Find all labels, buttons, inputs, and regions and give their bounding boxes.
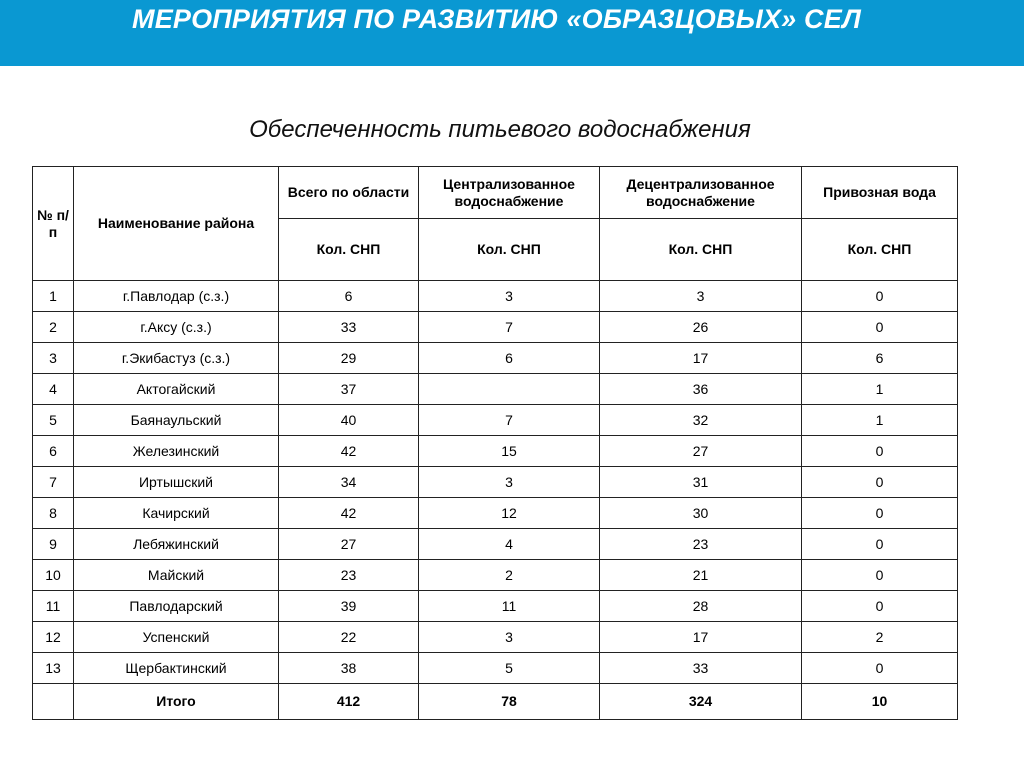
row-decentralized: 26	[600, 312, 802, 343]
table-row	[33, 498, 958, 529]
row-delivered: 0	[802, 467, 958, 498]
row-num: 2	[33, 312, 74, 343]
row-centralized: 15	[419, 436, 600, 467]
row-delivered: 0	[802, 281, 958, 312]
row-num: 6	[33, 436, 74, 467]
row-delivered: 0	[802, 591, 958, 622]
row-district: Качирский	[74, 498, 279, 529]
row-delivered: 1	[802, 405, 958, 436]
table-subtitle: Обеспеченность питьевого водоснабжения	[249, 116, 751, 143]
row-decentralized: 31	[600, 467, 802, 498]
row-centralized: 11	[419, 591, 600, 622]
header-decentralized: Децентрализованное водоснабжение	[600, 167, 802, 219]
table-row	[33, 374, 958, 405]
row-total: 39	[279, 591, 419, 622]
table-row	[33, 281, 958, 312]
row-decentralized: 17	[600, 343, 802, 374]
row-num: 9	[33, 529, 74, 560]
table-row	[33, 560, 958, 591]
header-delivered: Привозная вода	[802, 167, 958, 219]
row-total: 40	[279, 405, 419, 436]
header-unit: Кол. СНП	[419, 219, 600, 281]
row-delivered: 0	[802, 529, 958, 560]
table-row	[33, 529, 958, 560]
table-row	[33, 467, 958, 498]
row-decentralized: 32	[600, 405, 802, 436]
row-district: Баянаульский	[74, 405, 279, 436]
row-delivered: 0	[802, 498, 958, 529]
table-row	[33, 343, 958, 374]
row-centralized: 3	[419, 281, 600, 312]
table-row	[33, 653, 958, 684]
row-delivered: 2	[802, 622, 958, 653]
row-centralized: 7	[419, 405, 600, 436]
header-total: Всего по области	[279, 167, 419, 219]
row-total: 23	[279, 560, 419, 591]
table-row	[33, 405, 958, 436]
water-supply-table	[32, 166, 958, 720]
page-title: МЕРОПРИЯТИЯ ПО РАЗВИТИЮ «ОБРАЗЦОВЫХ» СЕЛ	[132, 4, 862, 34]
row-decentralized: 3	[600, 281, 802, 312]
row-num: 10	[33, 560, 74, 591]
header-num: № п/п	[33, 167, 74, 281]
row-centralized: 7	[419, 312, 600, 343]
row-district: Щербактинский	[74, 653, 279, 684]
row-centralized: 3	[419, 467, 600, 498]
row-district: Актогайский	[74, 374, 279, 405]
row-decentralized: 23	[600, 529, 802, 560]
row-total: 33	[279, 312, 419, 343]
row-centralized	[419, 374, 600, 405]
header-banner	[0, 0, 1024, 66]
row-centralized: 12	[419, 498, 600, 529]
table-row	[33, 312, 958, 343]
row-num: 1	[33, 281, 74, 312]
totals-district: Итого	[74, 684, 279, 720]
row-district: Павлодарский	[74, 591, 279, 622]
row-district: Успенский	[74, 622, 279, 653]
row-district: г.Павлодар (с.з.)	[74, 281, 279, 312]
row-centralized: 5	[419, 653, 600, 684]
row-delivered: 0	[802, 560, 958, 591]
header-unit: Кол. СНП	[279, 219, 419, 281]
header-unit: Кол. СНП	[600, 219, 802, 281]
totals-centralized: 78	[419, 684, 600, 720]
header-district-name: Наименование района	[74, 167, 279, 281]
row-num: 13	[33, 653, 74, 684]
row-decentralized: 30	[600, 498, 802, 529]
row-num: 4	[33, 374, 74, 405]
row-centralized: 2	[419, 560, 600, 591]
row-centralized: 4	[419, 529, 600, 560]
row-total: 6	[279, 281, 419, 312]
totals-row	[33, 684, 958, 720]
row-num: 12	[33, 622, 74, 653]
row-district: Железинский	[74, 436, 279, 467]
row-centralized: 6	[419, 343, 600, 374]
table-row	[33, 591, 958, 622]
row-district: Лебяжинский	[74, 529, 279, 560]
row-delivered: 0	[802, 653, 958, 684]
row-num: 7	[33, 467, 74, 498]
row-total: 27	[279, 529, 419, 560]
row-total: 42	[279, 498, 419, 529]
row-district: г.Экибастуз (с.з.)	[74, 343, 279, 374]
header-centralized: Централизованное водоснабжение	[419, 167, 600, 219]
table-body	[33, 281, 958, 720]
row-decentralized: 36	[600, 374, 802, 405]
row-total: 34	[279, 467, 419, 498]
row-delivered: 0	[802, 436, 958, 467]
row-district: Иртышский	[74, 467, 279, 498]
row-delivered: 6	[802, 343, 958, 374]
row-num: 8	[33, 498, 74, 529]
row-decentralized: 27	[600, 436, 802, 467]
totals-decentralized: 324	[600, 684, 802, 720]
row-district: Майский	[74, 560, 279, 591]
row-total: 38	[279, 653, 419, 684]
row-total: 42	[279, 436, 419, 467]
row-decentralized: 17	[600, 622, 802, 653]
row-total: 29	[279, 343, 419, 374]
totals-delivered: 10	[802, 684, 958, 720]
row-delivered: 1	[802, 374, 958, 405]
row-decentralized: 33	[600, 653, 802, 684]
row-decentralized: 21	[600, 560, 802, 591]
row-num: 5	[33, 405, 74, 436]
table-row	[33, 622, 958, 653]
row-centralized: 3	[419, 622, 600, 653]
header-unit: Кол. СНП	[802, 219, 958, 281]
row-delivered: 0	[802, 312, 958, 343]
row-total: 37	[279, 374, 419, 405]
row-total: 22	[279, 622, 419, 653]
table-row	[33, 436, 958, 467]
row-num: 3	[33, 343, 74, 374]
row-num: 11	[33, 591, 74, 622]
row-decentralized: 28	[600, 591, 802, 622]
row-district: г.Аксу (с.з.)	[74, 312, 279, 343]
totals-total: 412	[279, 684, 419, 720]
totals-num	[33, 684, 74, 720]
